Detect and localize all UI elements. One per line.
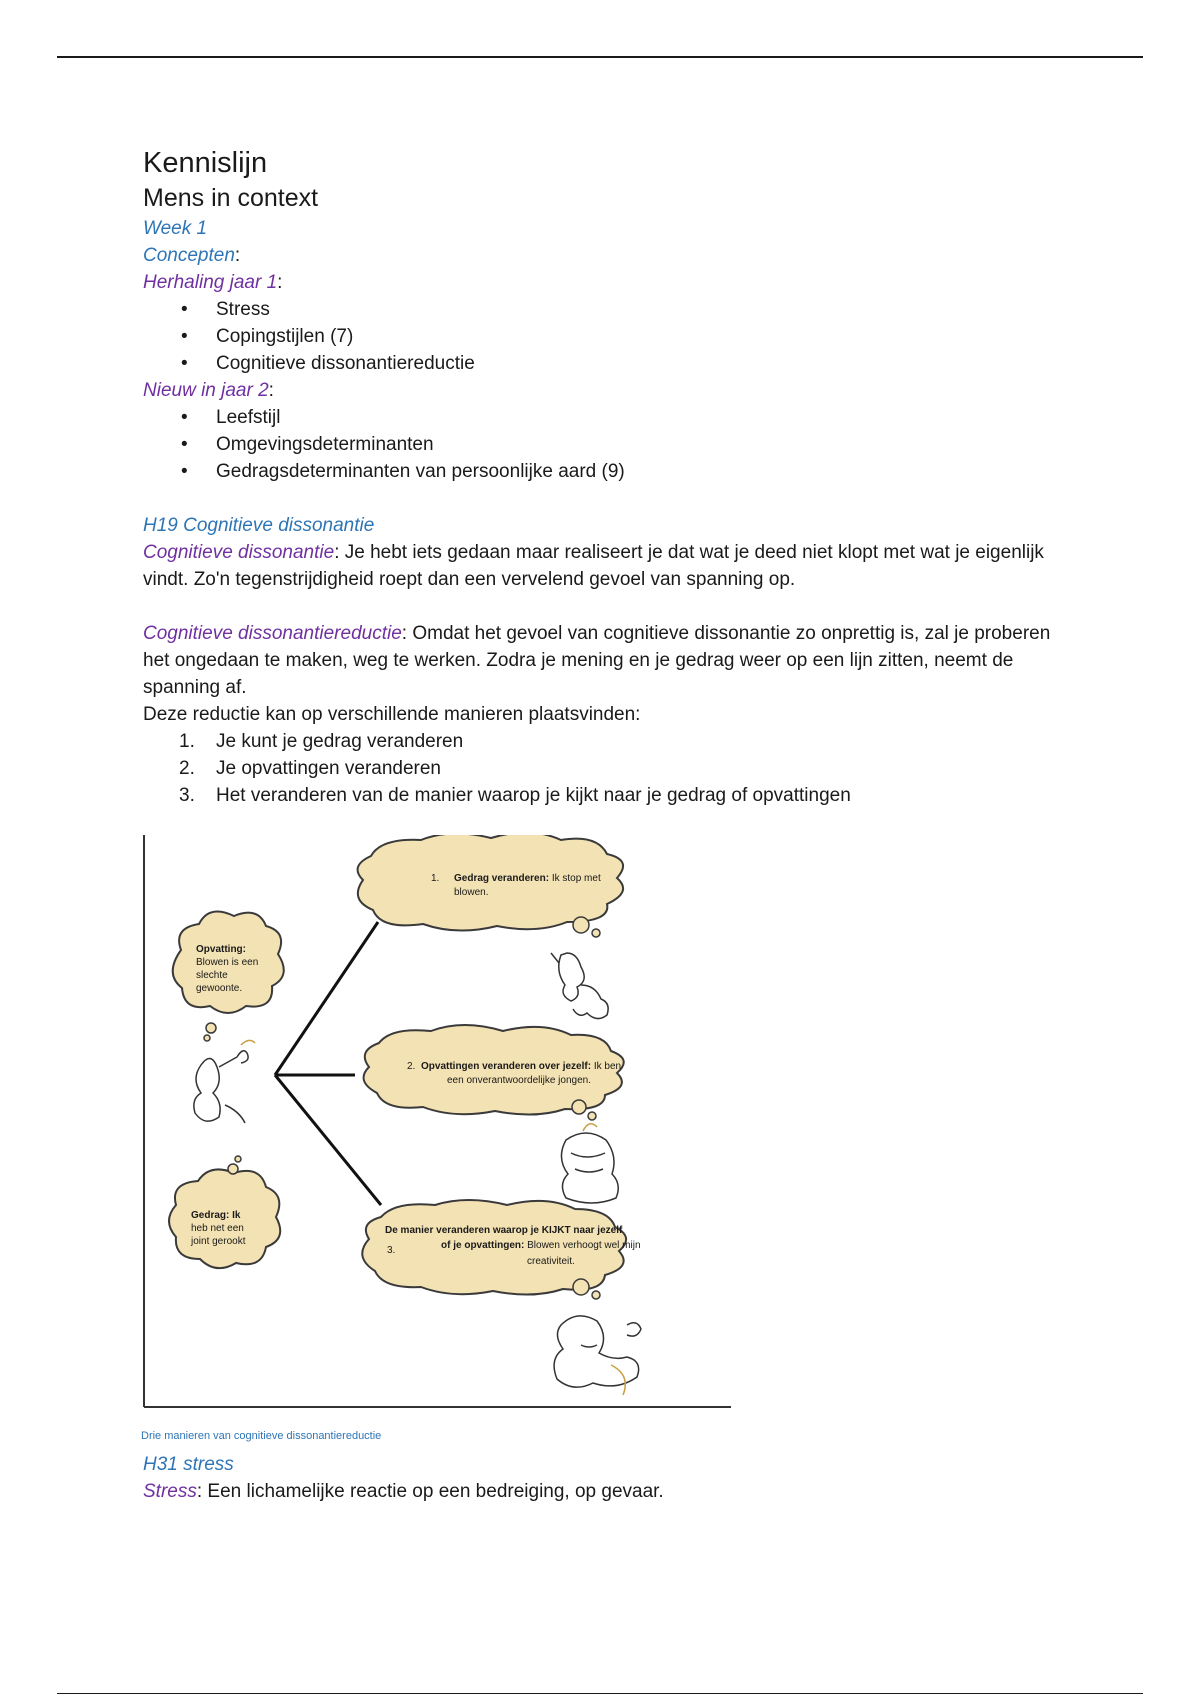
svg-text:Blowen is een: Blowen is een xyxy=(196,957,259,968)
list-item: • Cognitieve dissonantiereductie xyxy=(143,350,1063,377)
list-item: 1. Je kunt je gedrag veranderen xyxy=(179,731,464,752)
svg-text:Opvatting:: Opvatting: xyxy=(196,944,246,955)
svg-text:2.: 2. xyxy=(407,1061,416,1072)
relaxed-smoker-illustration xyxy=(554,1316,641,1395)
figure-caption: Drie manieren van cognitieve dissonantiereductie xyxy=(141,1430,382,1442)
smoker-illustration xyxy=(194,1040,255,1123)
svg-text:blowen.: blowen. xyxy=(454,887,489,898)
list-item: 3. Het veranderen van de manier waarop je kijkt naar je gedrag of opvattingen xyxy=(179,785,851,806)
new-line: Nieuw in jaar 2: xyxy=(143,380,274,401)
svg-text:3.: 3. xyxy=(387,1245,396,1256)
reduction-list xyxy=(143,728,1063,809)
list-item: • Leefstijl xyxy=(143,404,1063,431)
document-subtitle: Mens in context xyxy=(143,184,319,212)
branch-line xyxy=(275,1075,381,1205)
cd-def-text: : Je hebt iets gedaan maar realiseert je dat wat je deed niet klopt met wat je eigenlijk vindt. Zo'n tegenstrijdigheid roept dan een vervelend gevoel van spanning op. xyxy=(143,542,1044,590)
branch-line xyxy=(275,922,378,1075)
list-item: • Copingstijlen (7) xyxy=(143,323,1063,350)
cd-definition xyxy=(143,539,1063,593)
repeat-list xyxy=(143,296,1063,377)
svg-text:De manier veranderen waarop je: De manier veranderen waarop je KIJKT naar jezelf xyxy=(385,1225,623,1236)
h19-heading: H19 Cognitieve dissonantie xyxy=(143,515,375,536)
cdr-definition xyxy=(143,620,1063,701)
stress-term: Stress xyxy=(143,1481,197,1502)
list-item: • Gedragsdeterminanten van persoonlijke aard (9) xyxy=(143,458,1063,485)
svg-text:heb net een: heb net een xyxy=(191,1223,244,1234)
svg-text:slechte: slechte xyxy=(196,970,228,981)
week-heading: Week 1 xyxy=(143,218,208,239)
svg-text:creativiteit.: creativiteit. xyxy=(527,1256,575,1267)
worried-person-illustration xyxy=(561,1124,618,1203)
list-item: 2. Je opvattingen veranderen xyxy=(179,758,441,779)
behavior-cloud xyxy=(169,1156,280,1268)
repeat-line: Herhaling jaar 1: xyxy=(143,272,283,293)
stress-definition xyxy=(143,1478,1063,1505)
behavior-change-cloud xyxy=(358,835,624,937)
svg-text:joint gerookt: joint gerookt xyxy=(191,1236,246,1247)
reduction-intro: Deze reductie kan op verschillende manieren plaatsvinden: xyxy=(143,704,641,725)
cd-term: Cognitieve dissonantie xyxy=(143,542,335,563)
cdr-def-text: : Omdat het gevoel van cognitieve dissonantie zo onprettig is, zal je proberen het ongedaan te maken, weg te werken. Zodra je mening en je gedrag weer op een lijn zitten, neemt de spanning af. xyxy=(143,623,1051,698)
dissonance-diagram xyxy=(141,835,731,1415)
document-title: Kennislijn xyxy=(143,147,268,179)
concepts-label: Concepten xyxy=(143,245,235,266)
svg-text:Opvattingen veranderen over je: Opvattingen veranderen over jezelf: Ik ben xyxy=(421,1061,622,1072)
dissonance-figure xyxy=(141,835,731,1442)
list-item: • Stress xyxy=(143,296,1063,323)
svg-text:1.: 1. xyxy=(431,873,440,884)
perspective-change-cloud xyxy=(362,1200,640,1299)
new-label: Nieuw in jaar 2 xyxy=(143,380,269,401)
document-body xyxy=(143,145,1063,1505)
stop-hand-illustration xyxy=(551,953,608,1019)
svg-text:Gedrag veranderen: Ik stop met: Gedrag veranderen: Ik stop met xyxy=(454,873,601,884)
repeat-label: Herhaling jaar 1 xyxy=(143,272,278,293)
svg-text:gewoonte.: gewoonte. xyxy=(196,983,243,994)
new-list xyxy=(143,404,1063,485)
stress-def-text: : Een lichamelijke reactie op een bedreiging, op gevaar. xyxy=(196,1481,664,1502)
concepts-line: Concepten: xyxy=(143,245,241,266)
svg-text:Gedrag: Ik: Gedrag: Ik xyxy=(191,1210,241,1221)
svg-text:een onverantwoordelijke jongen: een onverantwoordelijke jongen. xyxy=(447,1075,591,1086)
belief-change-cloud xyxy=(364,1025,624,1120)
footer-rule xyxy=(57,1693,1143,1694)
cdr-term: Cognitieve dissonantiereductie xyxy=(143,623,402,644)
list-item: • Omgevingsdeterminanten xyxy=(143,431,1063,458)
belief-cloud xyxy=(173,912,284,1042)
h31-heading: H31 stress xyxy=(143,1454,234,1475)
header-rule xyxy=(57,56,1143,58)
svg-text:of je opvattingen: Blowen verh: of je opvattingen: Blowen verhoogt wel mijn xyxy=(441,1240,641,1251)
